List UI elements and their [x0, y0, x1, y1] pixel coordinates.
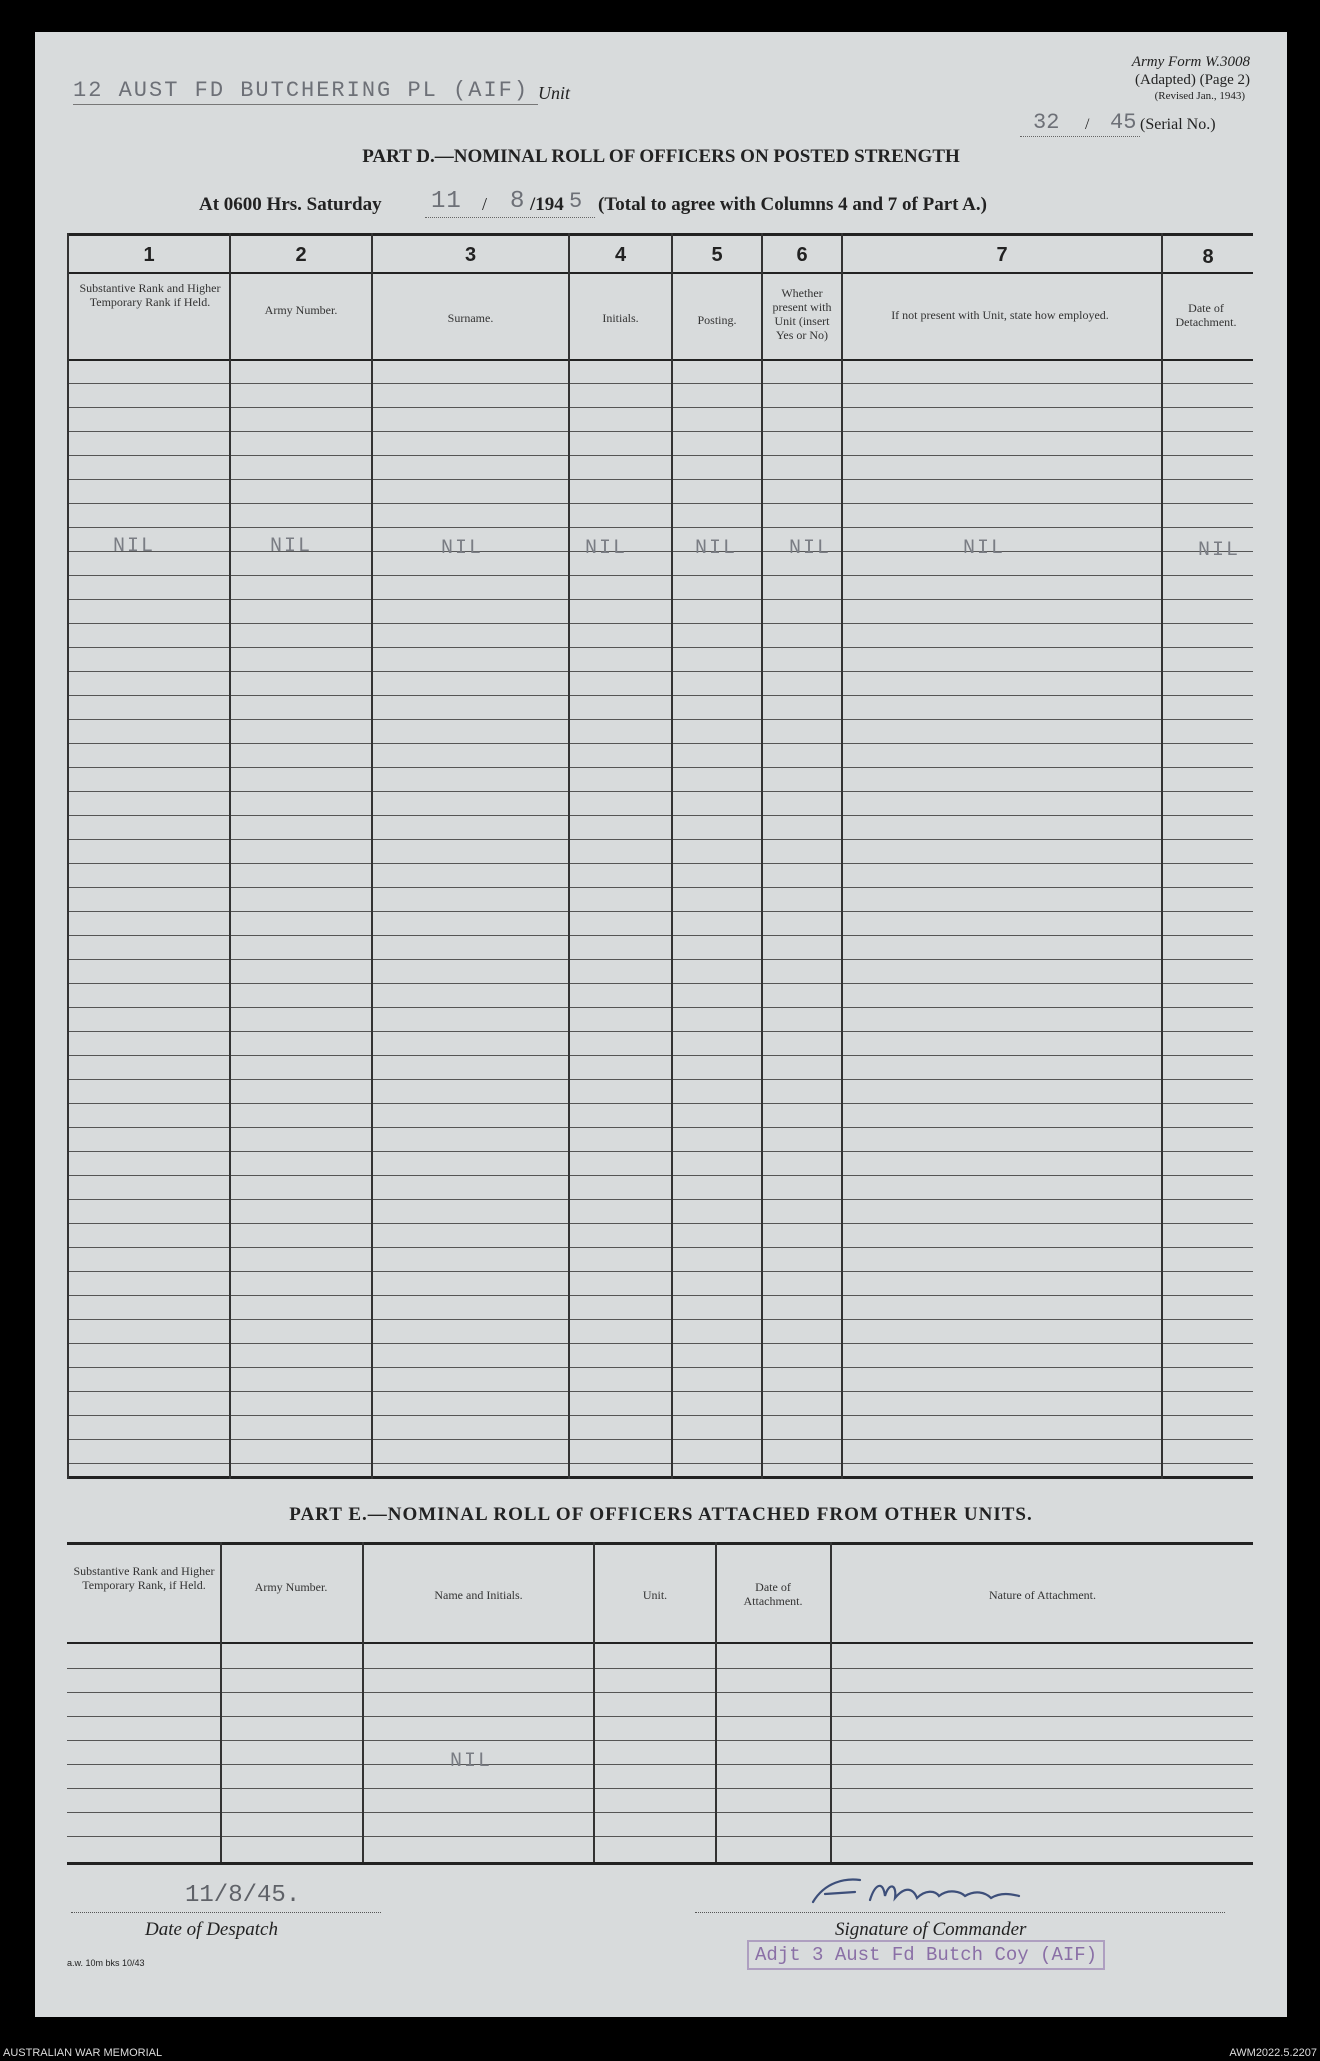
- ruled-line: [67, 1463, 1253, 1464]
- part-e-bottom-border: [67, 1862, 1253, 1865]
- col-2-number: 2: [295, 244, 307, 266]
- despatch-underline: [71, 1912, 381, 1914]
- ruled-line: [67, 1007, 1253, 1008]
- col-2-header: Army Number.: [264, 303, 338, 317]
- unit-typed: 12 AUST FD BUTCHERING PL (AIF): [73, 78, 530, 103]
- signature-underline: [695, 1912, 1225, 1914]
- ruled-line: [67, 1343, 1253, 1344]
- archive-id: AWM2022.5.2207: [1229, 2047, 1317, 2059]
- ruled-line: [67, 1031, 1253, 1032]
- ruled-line: [67, 719, 1253, 720]
- ruled-line: [67, 1668, 1253, 1669]
- ruled-line: [67, 1788, 1253, 1789]
- ruled-line: [67, 1391, 1253, 1392]
- ruled-line: [67, 1271, 1253, 1272]
- ruled-line: [67, 839, 1253, 840]
- col-3-4-divider: [568, 233, 570, 1479]
- col-6-7-divider: [841, 233, 843, 1479]
- ruled-line: [67, 983, 1253, 984]
- nil-col-4: NIL: [585, 537, 628, 560]
- at-text: At 0600 Hrs. Saturday: [199, 194, 382, 215]
- ruled-line: [67, 1439, 1253, 1440]
- unit-label: Unit: [538, 83, 571, 103]
- serial-b: 45: [1110, 110, 1137, 135]
- date-year-prefix: /194: [530, 194, 564, 215]
- ruled-line: [67, 1175, 1253, 1176]
- ruled-line: [67, 911, 1253, 912]
- nil-col-5: NIL: [695, 537, 738, 560]
- part-e-col-4-header: Unit.: [642, 1588, 668, 1602]
- table-bottom-border: [67, 1476, 1253, 1479]
- col-8-number: 8: [1202, 246, 1214, 268]
- ruled-line: [67, 1199, 1253, 1200]
- despatch-date: 11/8/45.: [185, 1882, 301, 1909]
- ruled-line: [67, 575, 1253, 576]
- ruled-line: [67, 551, 1253, 552]
- col-5-number: 5: [711, 244, 723, 266]
- col-7-header: If not present with Unit, state how employed.: [891, 308, 1109, 322]
- nil-col-7: NIL: [963, 537, 1006, 560]
- date-sep: /: [482, 194, 488, 214]
- ruled-line: [67, 1415, 1253, 1416]
- serial-sep: /: [1085, 116, 1090, 133]
- nil-col-3: NIL: [441, 537, 484, 560]
- col-4-header: Initials.: [602, 311, 639, 325]
- ruled-line: [67, 671, 1253, 672]
- ruled-line: [67, 1764, 1253, 1765]
- part-e-col-6-header: Nature of Attachment.: [989, 1588, 1096, 1602]
- form-name: Army Form W.3008: [1131, 54, 1250, 70]
- part-e-top-border: [67, 1542, 1253, 1545]
- table-top-border: [67, 233, 1253, 236]
- printer-note: a.w. 10m bks 10/43: [67, 1958, 145, 1968]
- col-4-number: 4: [614, 244, 627, 266]
- commander-signature: [805, 1872, 1065, 1912]
- ruled-line: [67, 1740, 1253, 1741]
- part-e-nil: NIL: [450, 1750, 493, 1773]
- col-1-number: 1: [143, 244, 155, 266]
- ruled-line: [67, 1367, 1253, 1368]
- ruled-line: [67, 815, 1253, 816]
- header-divider: [67, 272, 1253, 274]
- part-e-title: PART E.—NOMINAL ROLL OF OFFICERS ATTACHED FROM OTHER UNITS.: [289, 1504, 1033, 1525]
- col-2-3-divider: [371, 233, 373, 1479]
- part-e-header-border: [67, 1642, 1253, 1644]
- ruled-line: [67, 1692, 1253, 1693]
- ruled-line: [67, 695, 1253, 696]
- ruled-line: [67, 623, 1253, 624]
- ruled-line: [67, 863, 1253, 864]
- serial-underline: [1020, 136, 1140, 138]
- unit-stamp: Adjt 3 Aust Fd Butch Coy (AIF): [747, 1940, 1105, 1970]
- part-e-col-2-header: Army Number.: [254, 1580, 328, 1594]
- nil-col-6: NIL: [789, 537, 832, 560]
- form-page: [35, 32, 1287, 2017]
- ruled-line: [67, 1223, 1253, 1224]
- col-6-number: 6: [796, 244, 808, 266]
- col-8-header: Date of Detachment.: [1175, 301, 1237, 329]
- part-e-col-5-header: Date of Attachment.: [743, 1580, 803, 1608]
- form-adapted: (Adapted) (Page 2): [1135, 72, 1250, 88]
- date-year-digit: 5: [569, 189, 583, 214]
- ruled-line: [67, 1079, 1253, 1080]
- ruled-line: [67, 1055, 1253, 1056]
- ruled-line: [67, 791, 1253, 792]
- ruled-line: [67, 743, 1253, 744]
- col-3-header: Surname.: [447, 311, 494, 325]
- col-5-6-divider: [761, 233, 763, 1479]
- date-month: 8: [510, 188, 525, 215]
- ruled-line: [67, 503, 1253, 504]
- col-1-header: Substantive Rank and Higher Temporary Rank if Held.: [79, 281, 221, 309]
- unit-underline: [73, 104, 538, 105]
- signature-label: Signature of Commander: [835, 1919, 1027, 1940]
- ruled-line: [67, 1812, 1253, 1813]
- part-e-col-1-header: Substantive Rank and Higher Temporary Rank, if Held.: [73, 1564, 215, 1592]
- ruled-line: [67, 959, 1253, 960]
- ruled-line: [67, 479, 1253, 480]
- ruled-line: [67, 1836, 1253, 1837]
- ruled-line: [67, 887, 1253, 888]
- ruled-line: [67, 1103, 1253, 1104]
- ruled-line: [67, 1247, 1253, 1248]
- form-revised: (Revised Jan., 1943): [1154, 90, 1245, 102]
- ruled-line: [67, 1716, 1253, 1717]
- despatch-label: Date of Despatch: [145, 1919, 278, 1940]
- ruled-line: [67, 1127, 1253, 1128]
- ruled-line: [67, 407, 1253, 408]
- ruled-line: [67, 1319, 1253, 1320]
- total-text: (Total to agree with Columns 4 and 7 of Part A.): [598, 194, 987, 215]
- serial-a: 32: [1033, 110, 1060, 135]
- ruled-line: [67, 455, 1253, 456]
- col-5-header: Posting.: [697, 313, 737, 327]
- part-e-col-3-header: Name and Initials.: [434, 1588, 523, 1602]
- col-6-header: Whether present with Unit (insert Yes or No): [772, 286, 832, 342]
- date-underline: [425, 217, 595, 219]
- col-1-2-divider: [229, 233, 231, 1479]
- ruled-line: [67, 431, 1253, 432]
- ruled-line: [67, 527, 1253, 528]
- date-day: 11: [431, 188, 462, 215]
- serial-label: (Serial No.): [1140, 116, 1216, 133]
- part-e-divider-1: [220, 1542, 222, 1862]
- ruled-line: [67, 1295, 1253, 1296]
- col-7-number: 7: [996, 244, 1008, 266]
- nil-col-8: NIL: [1198, 539, 1241, 562]
- col-3-number: 3: [464, 244, 477, 266]
- part-e-divider-4: [715, 1542, 717, 1862]
- part-d-title: PART D.—NOMINAL ROLL OF OFFICERS ON POSTED STRENGTH: [362, 146, 960, 167]
- col-7-8-divider: [1161, 233, 1163, 1479]
- ruled-line: [67, 935, 1253, 936]
- archive-credit: AUSTRALIAN WAR MEMORIAL: [3, 2047, 163, 2059]
- ruled-line: [67, 383, 1253, 384]
- header-bottom-border: [67, 359, 1253, 361]
- nil-col-1: NIL: [113, 535, 156, 558]
- ruled-line: [67, 1151, 1253, 1152]
- ruled-line: [67, 599, 1253, 600]
- ruled-line: [67, 767, 1253, 768]
- col-1-left-border: [67, 233, 69, 1479]
- nil-col-2: NIL: [270, 535, 313, 558]
- ruled-line: [67, 647, 1253, 648]
- col-4-5-divider: [671, 233, 673, 1479]
